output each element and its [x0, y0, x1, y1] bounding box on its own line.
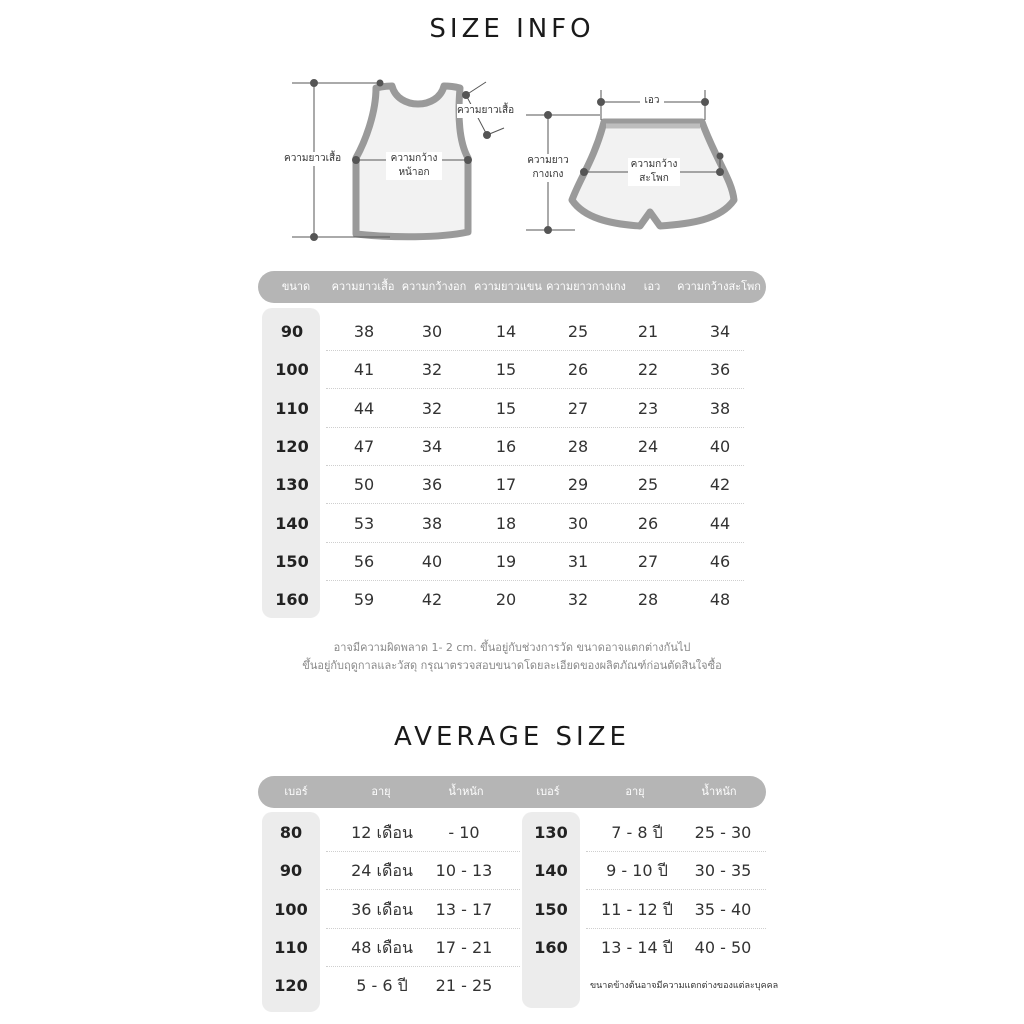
size-cell: 90 — [279, 861, 303, 881]
weight-cell: 40 - 50 — [694, 937, 752, 957]
measurement-cell: 32 — [421, 398, 443, 418]
average-table-header — [258, 776, 766, 808]
measurement-cell: 23 — [637, 398, 659, 418]
measurement-cell: 59 — [353, 590, 375, 610]
measurement-cell: 31 — [567, 551, 589, 571]
size-cell: 120 — [275, 436, 309, 456]
size-cell: 80 — [279, 823, 303, 842]
hip-width-label: ความกว้าง สะโพก — [628, 158, 680, 186]
table-row — [262, 313, 744, 351]
waist-label: เอว — [640, 94, 664, 108]
age-cell: 5 - 6 ปี — [356, 976, 408, 996]
header-shirt-length: ความยาวเสื้อ — [331, 280, 395, 293]
header-size: ขนาด — [281, 280, 311, 293]
measurement-cell: 32 — [567, 590, 589, 610]
measurement-cell: 38 — [421, 513, 443, 533]
list-item — [262, 814, 522, 852]
measurement-cell: 36 — [421, 475, 443, 495]
header-sleeve-length: ความยาวแขน — [474, 280, 542, 293]
table-row — [262, 351, 744, 389]
measurement-cell: 20 — [495, 590, 517, 610]
measurement-cell: 14 — [495, 322, 517, 341]
list-item — [522, 814, 782, 852]
weight-cell: 30 - 35 — [694, 861, 752, 881]
size-cell: 160 — [534, 937, 568, 957]
age-cell: 7 - 8 ปี — [611, 823, 663, 842]
average-note: ขนาดข้างต้นอาจมีความแตกต่างของแต่ละบุคคล — [590, 981, 779, 991]
header-age-right: อายุ — [625, 785, 645, 798]
age-cell: 36 เดือน — [351, 899, 413, 919]
table-row — [262, 505, 744, 543]
header-shorts-length: ความยาวกางเกง — [546, 280, 626, 293]
measurement-cell: 38 — [709, 398, 731, 418]
measurement-cell: 22 — [637, 360, 659, 380]
measurement-cell: 34 — [421, 436, 443, 456]
size-cell: 150 — [534, 899, 568, 919]
measurement-cell: 53 — [353, 513, 375, 533]
list-item — [262, 929, 522, 967]
shirt-length-label: ความยาวเสื้อ — [284, 153, 342, 164]
measurement-cell: 38 — [353, 322, 375, 341]
garment-diagram — [0, 60, 1024, 260]
average-size-title: AVERAGE SIZE — [394, 722, 630, 752]
measurement-cell: 28 — [567, 436, 589, 456]
size-cell: 120 — [274, 976, 308, 996]
measurement-cell: 15 — [495, 398, 517, 418]
size-note-line1: อาจมีความผิดพลาด 1- 2 cm. ขึ้นอยู่กับช่วงการวัด ขนาดอาจแตกต่างกันไป — [333, 641, 691, 654]
age-cell: 12 เดือน — [351, 823, 413, 842]
list-item — [262, 967, 522, 1005]
measurement-cell: 25 — [637, 475, 659, 495]
age-cell: 13 - 14 ปี — [601, 937, 673, 957]
size-cell: 110 — [274, 937, 308, 957]
size-cell: 130 — [275, 475, 309, 495]
list-item — [522, 929, 782, 967]
size-cell: 90 — [280, 322, 304, 341]
table-row — [262, 466, 744, 504]
measurement-cell: 56 — [353, 551, 375, 571]
measurement-cell: 29 — [567, 475, 589, 495]
measurement-cell: 18 — [495, 513, 517, 533]
measurement-cell: 19 — [495, 551, 517, 571]
weight-cell: 35 - 40 — [694, 899, 752, 919]
header-size-right: เบอร์ — [536, 785, 560, 798]
measurement-cell: 27 — [567, 398, 589, 418]
age-cell: 48 เดือน — [351, 937, 413, 957]
measurement-cell: 34 — [709, 322, 731, 341]
size-cell: 110 — [275, 398, 309, 418]
sleeve-length-label: ความยาวเสื้อ — [457, 105, 515, 116]
measurement-cell: 24 — [637, 436, 659, 456]
measurement-cell: 15 — [495, 360, 517, 380]
measurement-cell: 30 — [567, 513, 589, 533]
garment-illustrations — [0, 60, 1024, 260]
table-row — [262, 390, 744, 428]
size-cell: 100 — [274, 899, 308, 919]
weight-cell: - 10 — [448, 823, 480, 842]
header-weight-left: น้ำหนัก — [448, 785, 484, 798]
size-info-title: SIZE INFO — [429, 14, 595, 44]
header-hip-width: ความกว้างสะโพก — [677, 280, 761, 293]
header-size-left: เบอร์ — [284, 785, 308, 798]
measurement-cell: 46 — [709, 551, 731, 571]
size-table-header — [258, 271, 766, 303]
size-cell: 100 — [275, 360, 309, 380]
table-row — [262, 543, 744, 581]
measurement-cell: 48 — [709, 590, 731, 610]
measurement-cell: 26 — [567, 360, 589, 380]
list-item — [522, 852, 782, 890]
table-row — [262, 428, 744, 466]
weight-cell: 10 - 13 — [435, 861, 493, 881]
header-weight-right: น้ำหนัก — [701, 785, 737, 798]
measurement-cell: 26 — [637, 513, 659, 533]
shorts-length-label: ความยาว กางเกง — [527, 155, 569, 180]
size-cell: 150 — [275, 551, 309, 571]
table-row — [262, 581, 744, 619]
measurement-cell: 27 — [637, 551, 659, 571]
measurement-cell: 40 — [421, 551, 443, 571]
measurement-cell: 40 — [709, 436, 731, 456]
size-note-line2: ขึ้นอยู่กับฤดูกาลและวัสดุ กรุณาตรวจสอบขนาดโดยละเอียดของผลิตภัณฑ์ก่อนตัดสินใจซื้อ — [302, 659, 722, 672]
weight-cell: 17 - 21 — [435, 937, 493, 957]
weight-cell: 25 - 30 — [694, 823, 752, 842]
list-item — [522, 891, 782, 929]
header-chest-width: ความกว้างอก — [401, 280, 467, 293]
measurement-cell: 42 — [421, 590, 443, 610]
measurement-cell: 44 — [709, 513, 731, 533]
measurement-cell: 41 — [353, 360, 375, 380]
size-cell: 130 — [534, 823, 568, 842]
measurement-cell: 44 — [353, 398, 375, 418]
measurement-cell: 30 — [421, 322, 443, 341]
weight-cell: 13 - 17 — [435, 899, 493, 919]
size-cell: 160 — [275, 590, 309, 610]
measurement-cell: 47 — [353, 436, 375, 456]
chest-width-label: ความกว้าง หน้าอก — [386, 152, 442, 180]
size-cell: 140 — [534, 861, 568, 881]
measurement-cell: 36 — [709, 360, 731, 380]
measurement-cell: 50 — [353, 475, 375, 495]
header-age-left: อายุ — [371, 785, 391, 798]
list-item — [262, 852, 522, 890]
weight-cell: 21 - 25 — [435, 976, 493, 996]
header-waist: เอว — [643, 280, 661, 293]
size-cell: 140 — [275, 513, 309, 533]
measurement-cell: 32 — [421, 360, 443, 380]
measurement-cell: 16 — [495, 436, 517, 456]
measurement-cell: 28 — [637, 590, 659, 610]
age-cell: 9 - 10 ปี — [606, 861, 668, 881]
list-item — [262, 891, 522, 929]
measurement-cell: 21 — [637, 322, 659, 341]
age-cell: 11 - 12 ปี — [601, 899, 673, 919]
age-cell: 24 เดือน — [351, 861, 413, 881]
measurement-cell: 17 — [495, 475, 517, 495]
measurement-cell: 42 — [709, 475, 731, 495]
measurement-cell: 25 — [567, 322, 589, 341]
